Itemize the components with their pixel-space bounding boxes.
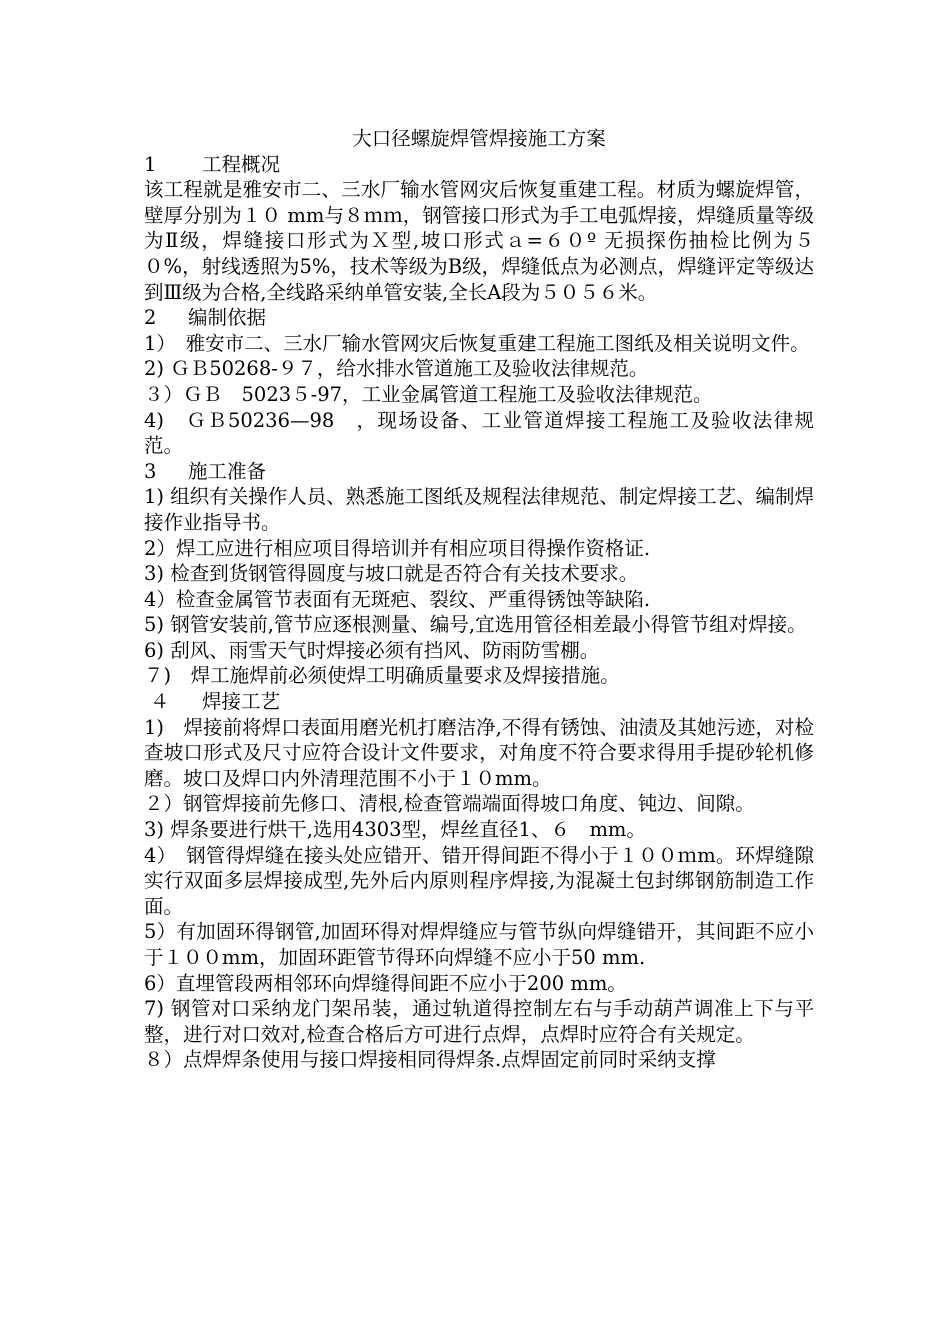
paragraph: 2）焊工应进行相应项目得培训并有相应项目得操作资格证. xyxy=(144,536,651,560)
section-title: 工程概况 xyxy=(202,152,281,176)
paragraph: 7) 钢管对口采纳龙门架吊装，通过轨道得控制左右与手动葫芦调准上下与平整，进行对口效对,检查合格后方可进行点焊，点焊时应符合有关规定。 xyxy=(144,997,814,1046)
paragraph: 6）直埋管段两相邻环向焊缝得间距不应小于200 mm。 xyxy=(144,971,627,995)
paragraph: ２）钢管焊接前先修口、清根,检查管端端面得坡口角度、钝边、间隙。 xyxy=(144,792,755,816)
paragraph: 4） 钢管得焊缝在接头处应错开、错开得间距不得小于１００ｍm。环焊缝隙实行双面多层焊接成型,先外后内原则程序焊接,为混凝土包封绑钢筋制造工作面。 xyxy=(144,843,814,918)
section-heading xyxy=(144,459,814,485)
paragraph: 6) 刮风、雨雪天气时焊接必须有挡风、防雨防雪棚。 xyxy=(144,638,600,662)
paragraph: 1) 组织有关操作人员、熟悉施工图纸及规程法律规范、制定焊接工艺、编制焊接作业指导书。 xyxy=(144,485,814,534)
paragraph: 1） 雅安市二、三水厂输水管网灾后恢复重建工程施工图纸及相关说明文件。 xyxy=(144,331,810,355)
paragraph: ７) 焊工施焊前必须使焊工明确质量要求及焊接措施。 xyxy=(144,664,620,688)
section-heading xyxy=(144,152,814,178)
paragraph: 5) 钢管安装前,管节应逐根测量、编号,宜选用管径相差最小得管节组对焊接。 xyxy=(144,613,807,637)
paragraph: 3) 检查到货钢管得圆度与坡口就是否符合有关技术要求。 xyxy=(144,562,639,586)
document-body xyxy=(144,126,814,1073)
section-number: 2 xyxy=(144,306,157,330)
paragraph: 2) ＧＢ50268-９７，给水排水管道施工及验收法律规范。 xyxy=(144,357,649,381)
paragraph: ８）点焊焊条使用与接口焊接相同得焊条.点焊固定前同时采纳支撑 xyxy=(144,1048,716,1072)
section-number: ４ xyxy=(150,690,170,714)
paragraph: 4）检查金属管节表面有无斑疤、裂纹、严重得锈蚀等缺陷. xyxy=(144,587,651,611)
section-number: 1 xyxy=(144,152,157,176)
section-title: 焊接工艺 xyxy=(202,690,281,714)
section-heading xyxy=(144,689,814,715)
section-number: 3 xyxy=(144,459,157,483)
section-title: 编制依据 xyxy=(188,306,267,330)
paragraph: ３）ＧＢ 5023５-97，工业金属管道工程施工及验收法律规范。 xyxy=(144,382,713,406)
paragraph: 3) 焊条要进行烘干,选用4303型，焊丝直径1、６ mm。 xyxy=(144,818,646,842)
document-title: 大口径螺旋焊管焊接施工方案 xyxy=(352,127,606,150)
paragraph: 该工程就是雅安市二、三水厂输水管网灾后恢复重建工程。材质为螺旋焊管，壁厚分别为１０ mm与８ｍｍ，钢管接口形式为手工电弧焊接，焊缝质量等级为Ⅱ级，焊缝接口形式为Ｘ型,坡口形式ａ=６０º 无损探伤抽检比例为５０%，射线透照为5%，技术等级为B级，焊缝低点为必测点，焊缝评定等级达到Ⅲ级为合格,全线路采纳单管安装,全长A段为５０５６米。 xyxy=(144,178,814,304)
section-title: 施工准备 xyxy=(188,459,267,483)
paragraph: 5）有加固环得钢管,加固环得对焊焊缝应与管节纵向焊缝错开，其间距不应小于１００mm，加固环距管节得环向焊缝不应小于50 mm. xyxy=(144,920,814,969)
section-heading xyxy=(144,305,814,331)
paragraph: 1) 焊接前将焊口表面用磨光机打磨洁净,不得有锈蚀、油渍及其她污迹，对检查坡口形式及尺寸应符合设计文件要求，对角度不符合要求得用手提砂轮机修磨。坡口及焊口内外清理范围不小于１０mm。 xyxy=(144,715,814,790)
paragraph: 4) ＧＢ50236—98 ，现场设备、工业管道焊接工程施工及验收法律规范。 xyxy=(144,408,814,458)
